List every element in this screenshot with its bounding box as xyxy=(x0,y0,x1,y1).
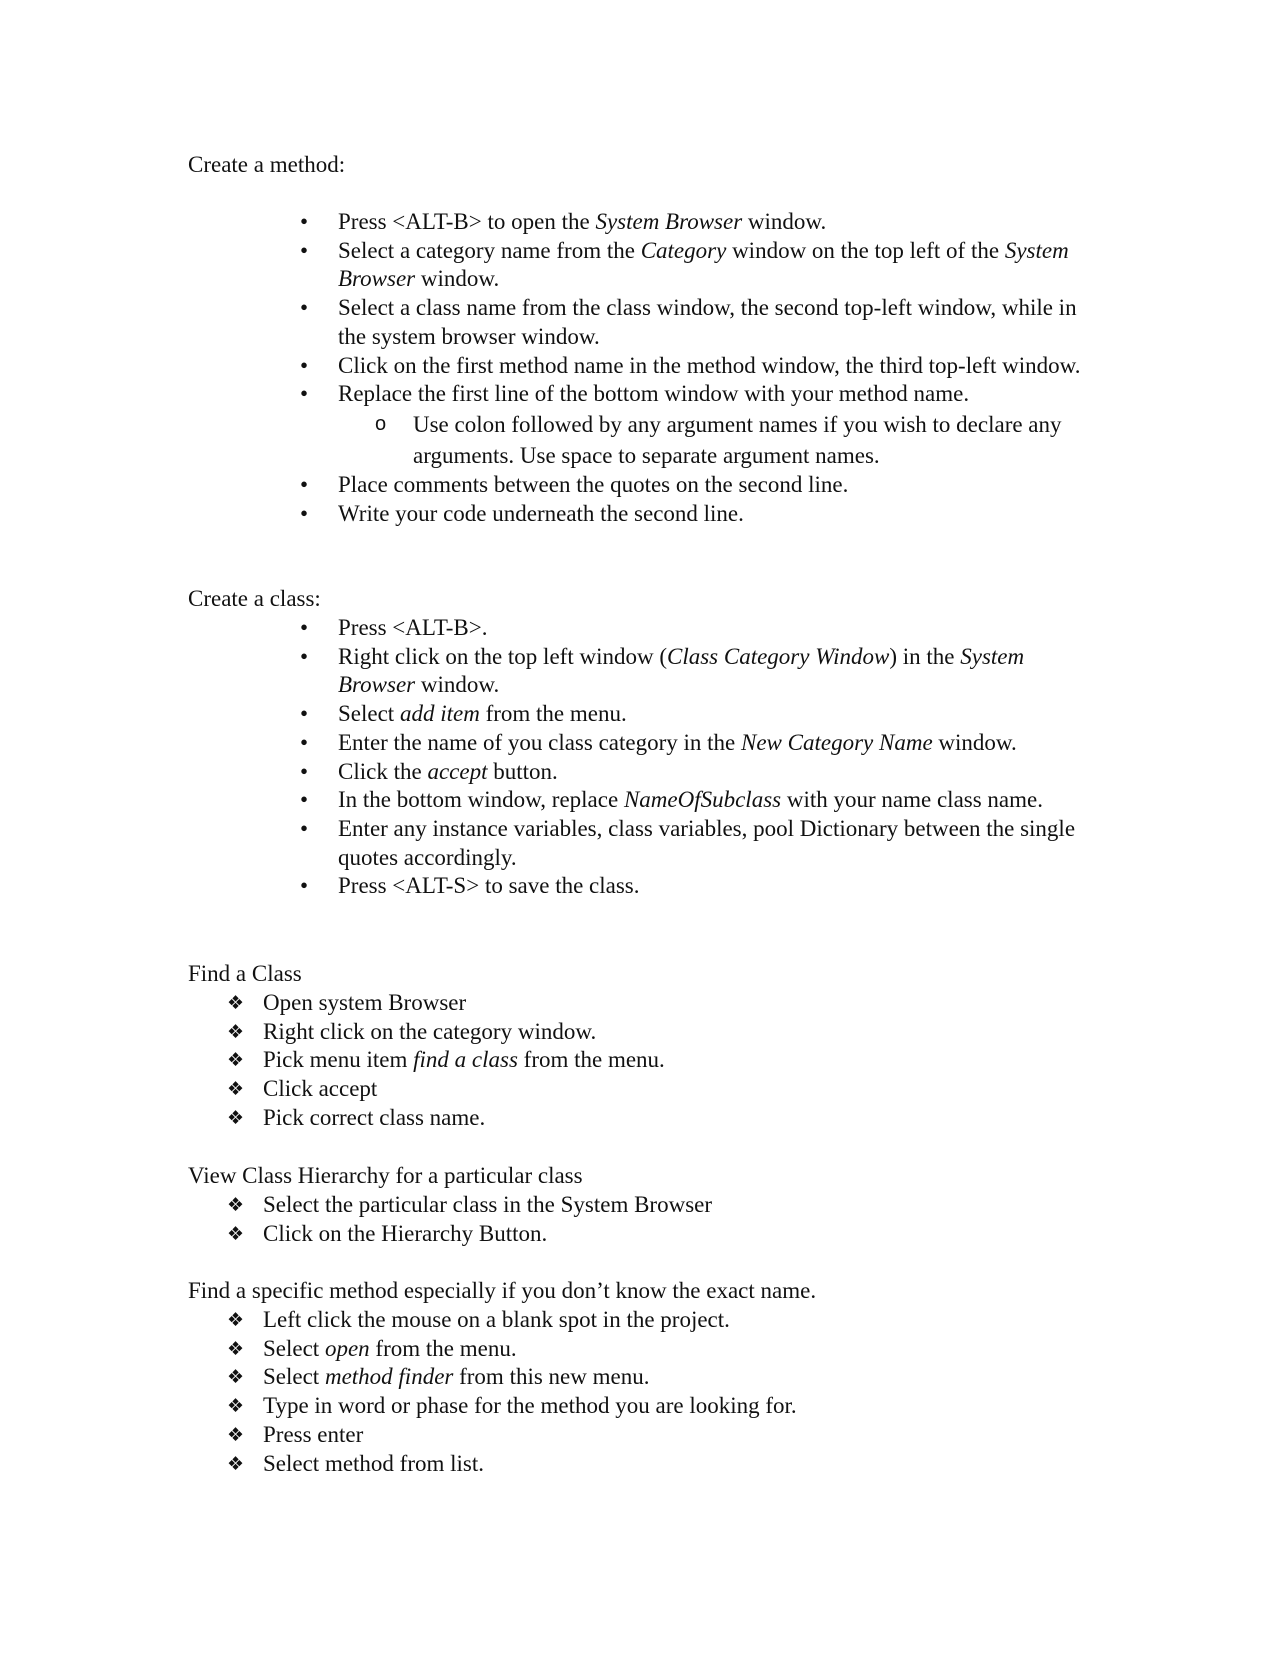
find-method-steps xyxy=(0,1306,1280,1478)
list-item: • Enter any instance variables, class variables, pool Dictionary between the single quotes accordingly. xyxy=(0,815,1100,872)
list-item: • Write your code underneath the second line. xyxy=(0,500,1100,529)
list-item: ❖ Select open from the menu. xyxy=(0,1335,1083,1364)
list-item: • Press <ALT-B> to open the System Browser window. xyxy=(0,208,1100,237)
view-hierarchy-steps xyxy=(0,1191,1280,1248)
list-item: • Select a category name from the Category window on the top left of the System Browser window. xyxy=(0,237,1100,294)
section-heading-find-class: Find a Class xyxy=(188,961,302,986)
italic-term: Class Category Window xyxy=(666,643,890,669)
list-item: ❖ Open system Browser xyxy=(0,989,1083,1018)
italic-term: Category xyxy=(640,237,727,263)
list-item: • Click on the first method name in the method window, the third top-left window. xyxy=(0,352,1100,381)
section-heading-create-class: Create a class: xyxy=(188,586,321,611)
italic-term: add item xyxy=(399,701,480,727)
list-item: ❖ Click on the Hierarchy Button. xyxy=(0,1220,1083,1249)
list-item: ❖ Left click the mouse on a blank spot in the project. xyxy=(0,1306,1083,1335)
list-item: ❖ Pick correct class name. xyxy=(0,1104,1083,1133)
list-item: • Press <ALT-B>. xyxy=(0,614,1100,643)
list-item: ❖ Type in word or phase for the method you are looking for. xyxy=(0,1392,1083,1421)
list-item: • Press <ALT-S> to save the class. xyxy=(0,872,1100,901)
italic-term: method finder xyxy=(324,1364,454,1390)
list-item: ❖ Press enter xyxy=(0,1421,1083,1450)
italic-term: System Browser xyxy=(338,237,1069,292)
section-heading-create-method: Create a method: xyxy=(188,152,346,177)
sub-list-item: o Use colon followed by any argument names if you wish to declare any arguments. Use space to separate argument names. xyxy=(0,409,1085,471)
find-class-steps xyxy=(0,989,1280,1133)
list-item: ❖ Pick menu item find a class from the menu. xyxy=(0,1046,1083,1075)
italic-term: System Browser xyxy=(338,643,1025,698)
create-class-steps xyxy=(0,614,1280,901)
italic-term: open xyxy=(324,1335,370,1361)
list-item: • Replace the first line of the bottom window with your method name. xyxy=(0,380,1100,409)
list-item: • Select a class name from the class window, the second top-left window, while in the system browser window. xyxy=(0,294,1100,351)
italic-term: find a class xyxy=(413,1047,518,1073)
list-item: ❖ Select method from list. xyxy=(0,1450,1083,1479)
section-heading-find-method: Find a specific method especially if you don’t know the exact name. xyxy=(188,1278,817,1303)
section-heading-view-hierarchy: View Class Hierarchy for a particular class xyxy=(188,1163,583,1188)
italic-term: NameOfSubclass xyxy=(623,787,782,813)
list-item: • Enter the name of you class category in the New Category Name window. xyxy=(0,729,1100,758)
create-method-steps xyxy=(0,208,1280,528)
italic-term: accept xyxy=(427,758,488,784)
list-item: ❖ Select the particular class in the System Browser xyxy=(0,1191,1083,1220)
italic-term: System Browser xyxy=(595,209,743,234)
list-item: ❖ Click accept xyxy=(0,1075,1083,1104)
list-item: • Select add item from the menu. xyxy=(0,700,1100,729)
list-item: • In the bottom window, replace NameOfSubclass with your name class name. xyxy=(0,786,1100,815)
list-item: • Place comments between the quotes on the second line. xyxy=(0,471,1100,500)
italic-term: New Category Name xyxy=(741,729,933,755)
list-item: ❖ Select method finder from this new menu. xyxy=(0,1363,1083,1392)
list-item: • Right click on the top left window (Class Category Window) in the System Browser window. xyxy=(0,643,1100,700)
list-item: • Click the accept button. xyxy=(0,758,1100,787)
list-item: ❖ Right click on the category window. xyxy=(0,1018,1083,1047)
